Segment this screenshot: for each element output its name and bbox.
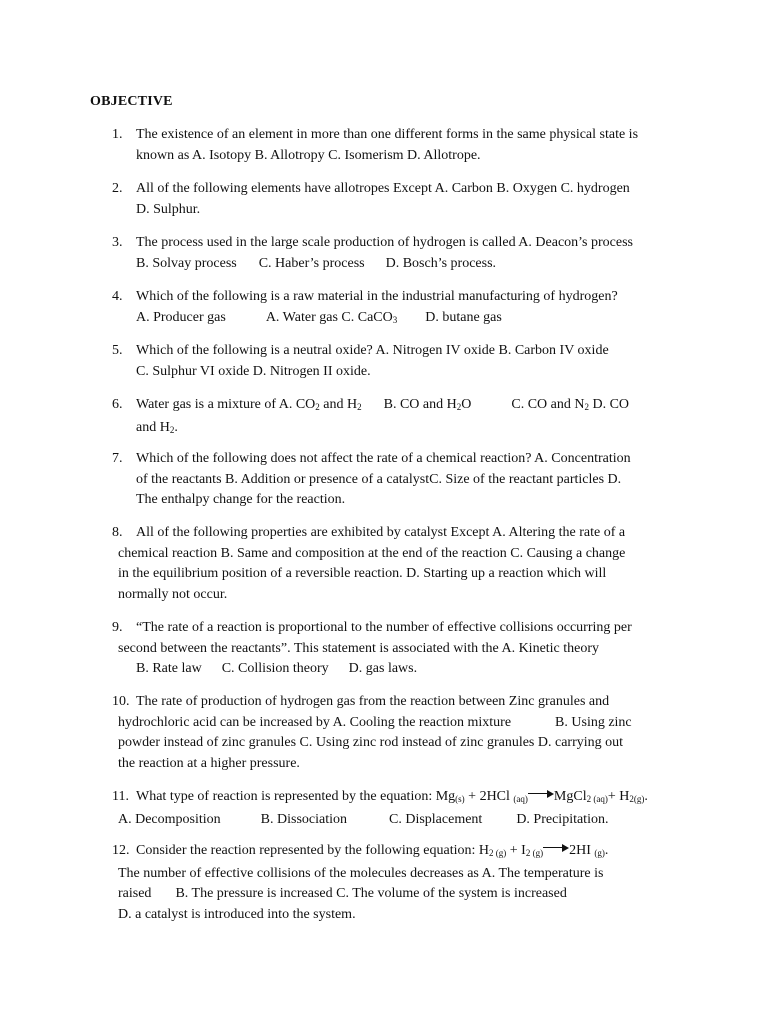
option-b-suffix: O [461,397,472,412]
question-text: known as A. Isotopy B. Allotropy C. Isomerism D. Allotrope. [136,147,481,163]
period: . [174,419,178,435]
question-text: the reaction at a higher pressure. [118,755,300,771]
question-text: powder instead of zinc granules C. Using zinc rod instead of zinc granules D. carrying out [118,735,624,750]
option-a: A. Producer gas [136,309,226,325]
equation-product: + H [607,789,630,804]
question-4 [112,287,687,330]
question-text: normally not occur. [118,586,228,602]
option-d: D. butane gas [425,309,502,325]
subscript: 2 (aq) [586,794,608,804]
question-text: The enthalpy change for the reaction. [136,492,346,507]
question-number: 2. [112,181,123,196]
option-d: D. a catalyst is introduced into the system. [118,906,356,922]
question-number: 3. [112,235,123,250]
question-6 [112,395,687,440]
section-heading: OBJECTIVE [90,94,173,109]
period: . [644,789,648,804]
question-text: second between the reactants”. This statement is associated with the A. Kinetic theory [118,640,600,656]
question-text: hydrochloric acid can be increased by A. Cooling the reaction mixture [118,714,512,730]
question-11 [112,787,687,830]
question-number: 10. [112,694,130,709]
question-text: Consider the reaction represented by the following equation: H [136,843,490,858]
equation-product: MgCl [553,789,587,804]
question-number: 7. [112,451,123,466]
option-a: A. Decomposition [118,811,221,827]
equation-product: 2HI [569,843,595,858]
question-text: The process used in the large scale production of hydrogen is called A. Deacon’s process [136,235,633,250]
reaction-arrow-icon [528,789,554,799]
option-b: B. The pressure is increased C. The volume of the system is increased [175,886,567,901]
question-text: What type of reaction is represented by the equation: Mg [136,789,456,804]
subscript: 3 [392,314,398,325]
question-text: “The rate of a reaction is proportional to the number of effective collisions occurring per [136,620,632,635]
subscript: (aq) [513,794,528,804]
option-c: C. Collision theory [221,661,329,676]
subscript: 2 [357,402,362,412]
question-text: + 2HCl [464,789,514,804]
subscript: (s) [455,794,465,804]
option-b: B. Solvay process [136,255,237,271]
question-7 [112,449,687,511]
question-text: D. Sulphur. [136,201,201,217]
question-text: The existence of an element in more than one different forms in the same physical state is [136,127,639,142]
question-number: 8. [112,525,123,540]
option-c: C. Displacement [389,811,483,827]
question-12 [112,841,687,925]
question-10 [112,692,687,774]
option-d: D. Bosch’s process. [385,255,497,271]
subscript: 2 [456,402,462,412]
question-text: chemical reaction B. Same and composition at the end of the reaction C. Causing a change [118,545,626,561]
option-a-cont: raised [118,886,152,901]
question-text: Which of the following is a neutral oxide? A. Nitrogen IV oxide B. Carbon IV oxide [136,343,609,358]
question-2 [112,179,687,220]
option-d-cont: and H [136,419,170,435]
question-text: C. Sulphur VI oxide D. Nitrogen II oxide. [136,363,371,379]
option-b: B. CO and H [383,397,457,412]
question-number: 12. [112,843,130,858]
question-number: 5. [112,343,123,358]
question-text: All of the following properties are exhibited by catalyst Except A. Altering the rate of a [136,525,626,540]
question-number: 1. [112,127,123,142]
subscript: 2 [169,424,175,435]
subscript: 2 (g) [489,848,507,858]
question-number: 4. [112,289,123,304]
question-8 [112,523,687,605]
option-d: D. CO [588,397,630,412]
option-d: D. Precipitation. [516,811,609,827]
option-d: D. gas laws. [348,661,418,676]
question-text: + I [506,843,526,858]
subscript: 2 [584,402,589,412]
option-b: B. Dissociation [260,811,347,827]
question-number: 6. [112,397,123,412]
question-text: Which of the following does not affect the rate of a chemical reaction? A. Concentration [136,451,631,466]
question-5 [112,341,687,382]
reaction-arrow-icon [543,843,569,853]
option-b: B. Rate law [136,661,202,676]
option-c: C. Haber’s process [258,255,365,271]
question-text: Water gas is a mixture of A. CO [136,397,316,412]
subscript: (g) [594,848,605,858]
period: . [604,843,609,858]
option-b: B. Using zinc [555,714,632,730]
subscript: 2(g) [629,794,645,804]
question-number: 11. [112,789,129,804]
option-c: C. CO and N [511,397,585,412]
question-text: All of the following elements have allotropes Except A. Carbon B. Oxygen C. hydrogen [136,181,630,196]
question-text: The number of effective collisions of the molecules decreases as A. The temperature is [118,865,604,881]
subscript: 2 [315,402,320,412]
question-text: in the equilibrium position of a reversible reaction. D. Starting up a reaction which will [118,566,607,581]
question-3 [112,233,687,274]
question-text: Which of the following is a raw material in the industrial manufacturing of hydrogen? [136,289,618,304]
question-text: of the reactants B. Addition or presence of a catalystC. Size of the reactant particles D. [136,471,622,487]
subscript: 2 (g) [525,848,544,858]
option-b: A. Water gas C. CaCO [265,309,393,325]
question-number: 9. [112,620,123,635]
question-text: and H [319,397,358,412]
question-1 [112,125,687,166]
question-9 [112,618,687,680]
question-text: The rate of production of hydrogen gas from the reaction between Zinc granules and [136,694,610,709]
